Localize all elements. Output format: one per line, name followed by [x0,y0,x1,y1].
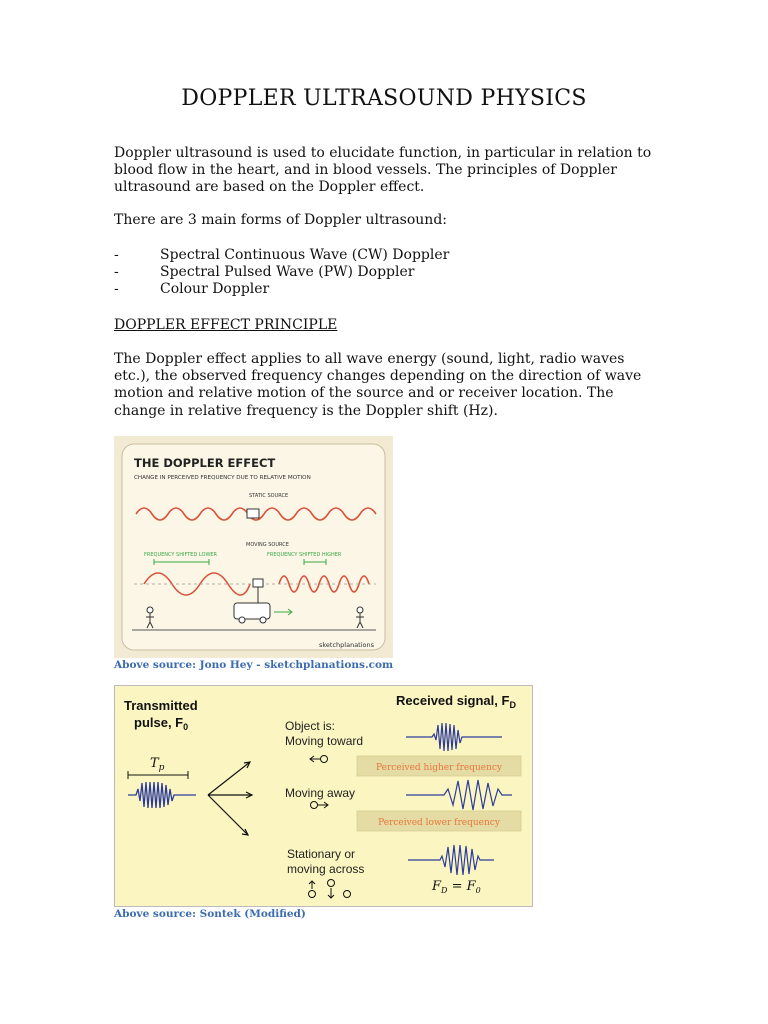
listener-left-icon [147,607,153,613]
moving-source-label: MOVING SOURCE [246,542,289,548]
doppler-effect-figure [114,436,393,658]
speaker-icon [247,509,259,518]
lower-frequency-text: Perceived lower frequency [378,818,500,828]
stationary-label-line2: moving across [287,862,365,876]
moving-speaker-icon [253,579,263,587]
section-heading: DOPPLER EFFECT PRINCIPLE [114,317,338,333]
doppler-signal-figure [114,685,533,907]
intro-paragraph: Doppler ultrasound is used to elucidate function, in particular in relation to blood flow in the heart, and in blood vessels. The principles of Doppler ultrasound are based on the Doppler effect. [114,145,652,196]
list-item-text: Spectral Pulsed Wave (PW) Doppler [160,264,415,280]
page-title: DOPPLER ULTRASOUND PHYSICS [181,86,587,111]
list-item [114,247,449,264]
received-label: Received signal, $F_D$ [396,693,516,710]
shifted-higher-label: FREQUENCY SHIFTED HIGHER [267,552,342,558]
figure-title: THE DOPPLER EFFECT [134,456,276,470]
list-item-text: Spectral Continuous Wave (CW) Doppler [160,247,450,263]
away-label: Moving away [285,786,356,800]
toward-label-line1: Object is: [285,719,336,733]
list-item [114,264,414,281]
forms-intro: There are 3 main forms of Doppler ultrasound: [114,212,448,228]
list-item [114,281,269,298]
figure1-caption: Above source: Jono Hey - sketchplanations.com [114,659,394,671]
fd-equation: $F_D = F_0$ [432,879,481,895]
shifted-lower-label: FREQUENCY SHIFTED LOWER [144,552,218,558]
vehicle-wheel [239,617,245,623]
vehicle-icon [234,603,270,619]
figure2-caption: Above source: Sontek (Modified) [114,908,306,920]
figure-signature: sketchplanations [319,641,375,649]
figure-subtitle: CHANGE IN PERCEIVED FREQUENCY DUE TO RELATIVE MOTION [134,475,311,481]
list-bullet: - [114,281,119,297]
listener-right-icon [357,607,363,613]
stationary-label-line1: Stationary or [287,847,356,861]
static-source-label: STATIC SOURCE [249,493,289,499]
list-item-text: Colour Doppler [160,281,270,297]
pulse-duration-label: $T_p$ [150,756,165,773]
vehicle-wheel [260,617,266,623]
transmitted-label-line2: pulse, $F_0$ [134,715,189,732]
list-bullet: - [114,264,119,280]
list-bullet: - [114,247,119,263]
transmitted-label-line1: Transmitted [124,698,198,713]
higher-frequency-text: Perceived higher frequency [375,763,503,773]
toward-label-line2: Moving toward [285,734,364,748]
principle-paragraph: The Doppler effect applies to all wave energy (sound, light, radio waves etc.), the observed frequency changes depending on the direction of wave motion and relative motion of the source and or receiver location. The change in relative frequency is the Doppler shift (Hz). [114,351,642,419]
